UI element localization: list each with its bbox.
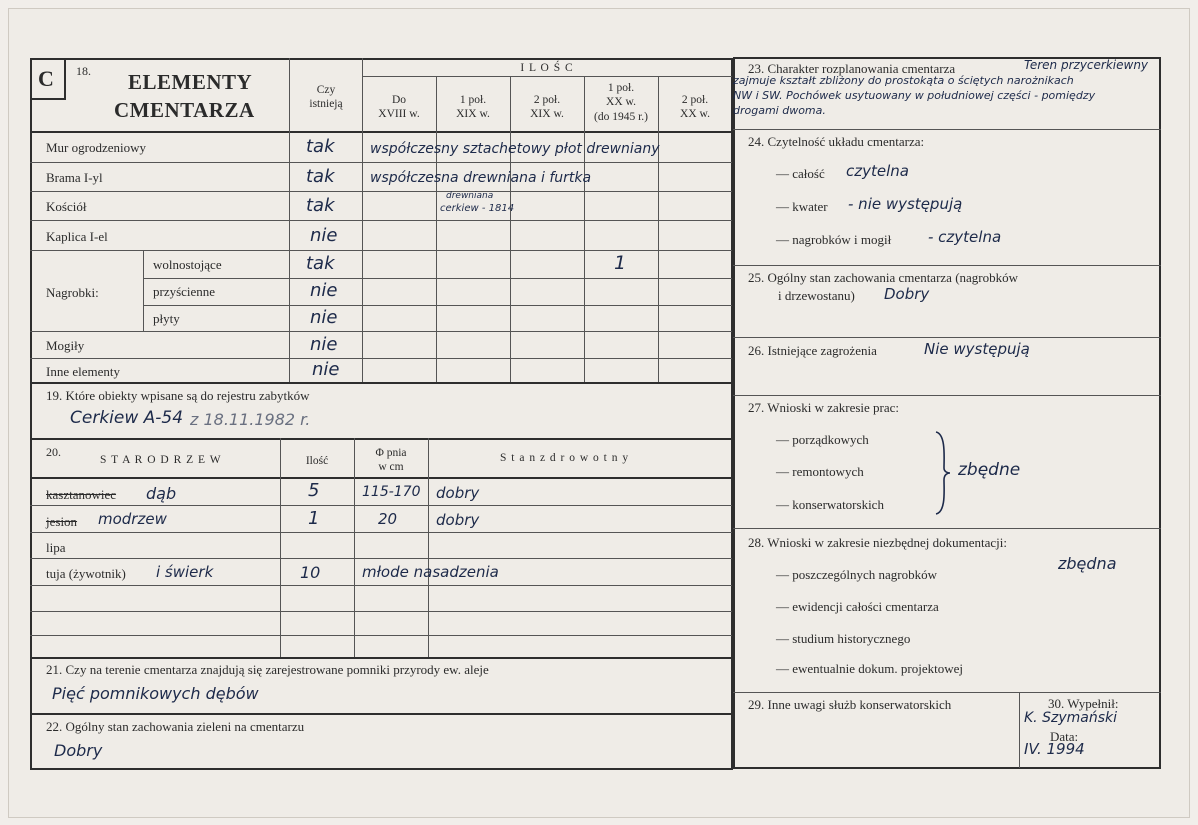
s28-item-tombstones: — poszczególnych nagrobków — [776, 567, 938, 582]
tree-row-4-diameter: młode nasadzenia — [362, 563, 499, 581]
s27-item-cleanup: — porządkowych — [776, 432, 869, 447]
s30-label: 30. Wypełnił: — [1048, 696, 1119, 711]
s26-answer: Nie występują — [924, 340, 1030, 358]
gate-description: współczesna drewniana i furtka — [370, 170, 592, 186]
church-note-line2: cerkiew - 1814 — [440, 203, 515, 214]
col-header-2-l2: XIX w. — [456, 108, 490, 120]
freestanding-count: 1 — [614, 252, 627, 274]
church-exists-value: tak — [306, 195, 335, 216]
s24-item-quarters: — kwater — [776, 199, 828, 214]
s19-register-entry: Cerkiew A-54 — [70, 408, 184, 428]
col-header-4-l1: 1 poł. — [607, 82, 635, 94]
row-label-chapel: Kaplica I-el — [46, 229, 108, 244]
col-header-1-l2: XVIII w. — [378, 108, 420, 120]
s20-number: 20. — [46, 445, 61, 459]
s30-date: IV. 1994 — [1024, 740, 1085, 758]
s19-label: 19. Które obiekty wpisane są do rejestru zabytków — [46, 388, 310, 403]
s25-label-line1: 25. Ogólny stan zachowania cmentarza (nagrobków — [748, 270, 1019, 285]
section-title-line2: CMENTARZA — [114, 98, 255, 122]
s21-answer: Pięć pomnikowych dębów — [52, 684, 259, 703]
s20-qty-header: Ilość — [305, 455, 329, 467]
s27-item-repair: — remontowych — [776, 464, 864, 479]
wall-description: współczesny sztachetowy płot drewniany — [370, 141, 660, 157]
col-header-4-l3: (do 1945 r.) — [594, 111, 648, 123]
tree-row-2-diameter: 20 — [378, 510, 398, 528]
s20-diameter-header-l1: Φ pnia — [375, 447, 407, 459]
s28-item-historical: — studium historycznego — [776, 631, 911, 646]
col-header-2-l1: 1 poł. — [459, 94, 487, 106]
s23-answer-line1: Teren przycerkiewny — [1024, 58, 1149, 72]
wall-exists-value: tak — [306, 136, 335, 157]
s25-answer: Dobry — [884, 285, 930, 303]
row-label-slabs: płyty — [153, 311, 180, 326]
tree-row-1-name: dąb — [146, 484, 177, 503]
s21-label: 21. Czy na terenie cmentarza znajdują się zarejestrowane pomniki przyrody ew. aleje — [46, 662, 489, 677]
row-label-wall-mounted: przyścienne — [153, 284, 216, 299]
s29-label: 29. Inne uwagi służb konserwatorskich — [748, 697, 952, 712]
s23-answer-line3: NW i SW. Pochówek usytuowany w południowej części - pomiędzy — [733, 89, 1096, 102]
s27-label: 27. Wnioski w zakresie prac: — [748, 400, 900, 415]
exists-header-line1: Czy — [316, 84, 336, 96]
tree-row-4-name: i świerk — [156, 563, 214, 581]
s19-register-date: z 18.11.1982 r. — [190, 410, 311, 429]
tree-row-1-qty: 5 — [308, 480, 320, 501]
row-label-freestanding: wolnostojące — [153, 257, 222, 272]
s28-label: 28. Wnioski w zakresie niezbędnej dokumentacji: — [748, 535, 1007, 550]
s30-date-label: Data: — [1050, 729, 1079, 744]
slabs-exists-value: nie — [310, 307, 338, 328]
s20-title: S T A R O D R Z E W — [100, 454, 222, 466]
curly-brace-mark — [930, 428, 954, 518]
exists-header-line2: istnieją — [309, 98, 343, 110]
section-title-line1: ELEMENTY — [128, 70, 253, 94]
tree-row-3-printed: lipa — [46, 540, 66, 555]
gate-exists-value: tak — [306, 166, 335, 187]
tree-row-1-printed: kasztanowiec — [46, 487, 117, 502]
s24-item-whole: — całość — [776, 166, 825, 181]
tree-row-2-printed: jesion — [46, 514, 78, 529]
tree-row-2-health: dobry — [436, 511, 480, 529]
row-label-church: Kościół — [46, 199, 87, 214]
s24-item-graves: — nagrobków i mogił — [776, 232, 892, 247]
section-letter: C — [38, 66, 54, 91]
graves-exists-value: nie — [310, 334, 338, 355]
s23-label: 23. Charakter rozplanowania cmentarza — [748, 61, 956, 76]
s24-item-quarters-answer: - nie występują — [848, 195, 963, 213]
wall-mounted-exists-value: nie — [310, 280, 338, 301]
col-header-5-l1: 2 poł. — [681, 94, 709, 106]
s22-answer: Dobry — [54, 741, 103, 760]
s26-label: 26. Istniejące zagrożenia — [748, 343, 877, 358]
col-header-5-l2: XX w. — [680, 108, 710, 120]
tree-row-1-health: dobry — [436, 484, 480, 502]
row-label-wall: Mur ogrodzeniowy — [46, 140, 147, 155]
col-header-3-l1: 2 poł. — [533, 94, 561, 106]
row-label-tombstones: Nagrobki: — [46, 285, 99, 300]
s20-diameter-header-l2: w cm — [378, 461, 404, 473]
s20-health-header: S t a n z d r o w o t n y — [500, 452, 630, 464]
s23-answer-line4: drogami dwoma. — [733, 104, 826, 117]
tree-row-4-printed: tuja (żywotnik) — [46, 566, 126, 581]
freestanding-exists-value: tak — [306, 253, 335, 274]
row-label-graves: Mogiły — [46, 338, 85, 353]
s30-filled-by: K. Szymański — [1024, 710, 1117, 726]
s25-label-line2: i drzewostanu) — [778, 288, 855, 303]
church-note-line1: drewniana — [446, 191, 494, 201]
col-header-3-l2: XIX w. — [530, 108, 564, 120]
chapel-exists-value: nie — [310, 225, 338, 246]
s24-label: 24. Czytelność układu cmentarza: — [748, 134, 925, 149]
s24-item-graves-answer: - czytelna — [928, 228, 1002, 246]
s28-item-evidence: — ewidencji całości cmentarza — [776, 599, 939, 614]
quantity-header: I L O Ś C — [520, 62, 574, 74]
s24-item-whole-answer: czytelna — [846, 162, 909, 180]
tree-row-1-diameter: 115-170 — [362, 484, 421, 500]
other-exists-value: nie — [312, 359, 340, 380]
row-label-gate: Brama I-yl — [46, 170, 103, 185]
col-header-1-l1: Do — [391, 94, 407, 106]
tree-row-2-name: modrzew — [98, 510, 167, 528]
tree-row-4-qty: 10 — [300, 563, 321, 582]
s23-answer-line2: zajmuje kształt zbliżony do prostokąta o ściętych narożnikach — [733, 74, 1074, 87]
s27-item-conservation: — konserwatorskich — [776, 497, 884, 512]
row-label-other: Inne elementy — [46, 364, 120, 379]
col-header-4-l2: XX w. — [606, 96, 636, 108]
s22-label: 22. Ogólny stan zachowania zieleni na cmentarzu — [46, 719, 305, 734]
s28-item-design: — ewentualnie dokum. projektowej — [776, 661, 964, 676]
section-number: 18. — [76, 64, 91, 78]
s28-answer: zbędna — [1058, 554, 1117, 573]
tree-row-2-qty: 1 — [308, 508, 320, 529]
s27-answer: zbędne — [958, 460, 1021, 480]
